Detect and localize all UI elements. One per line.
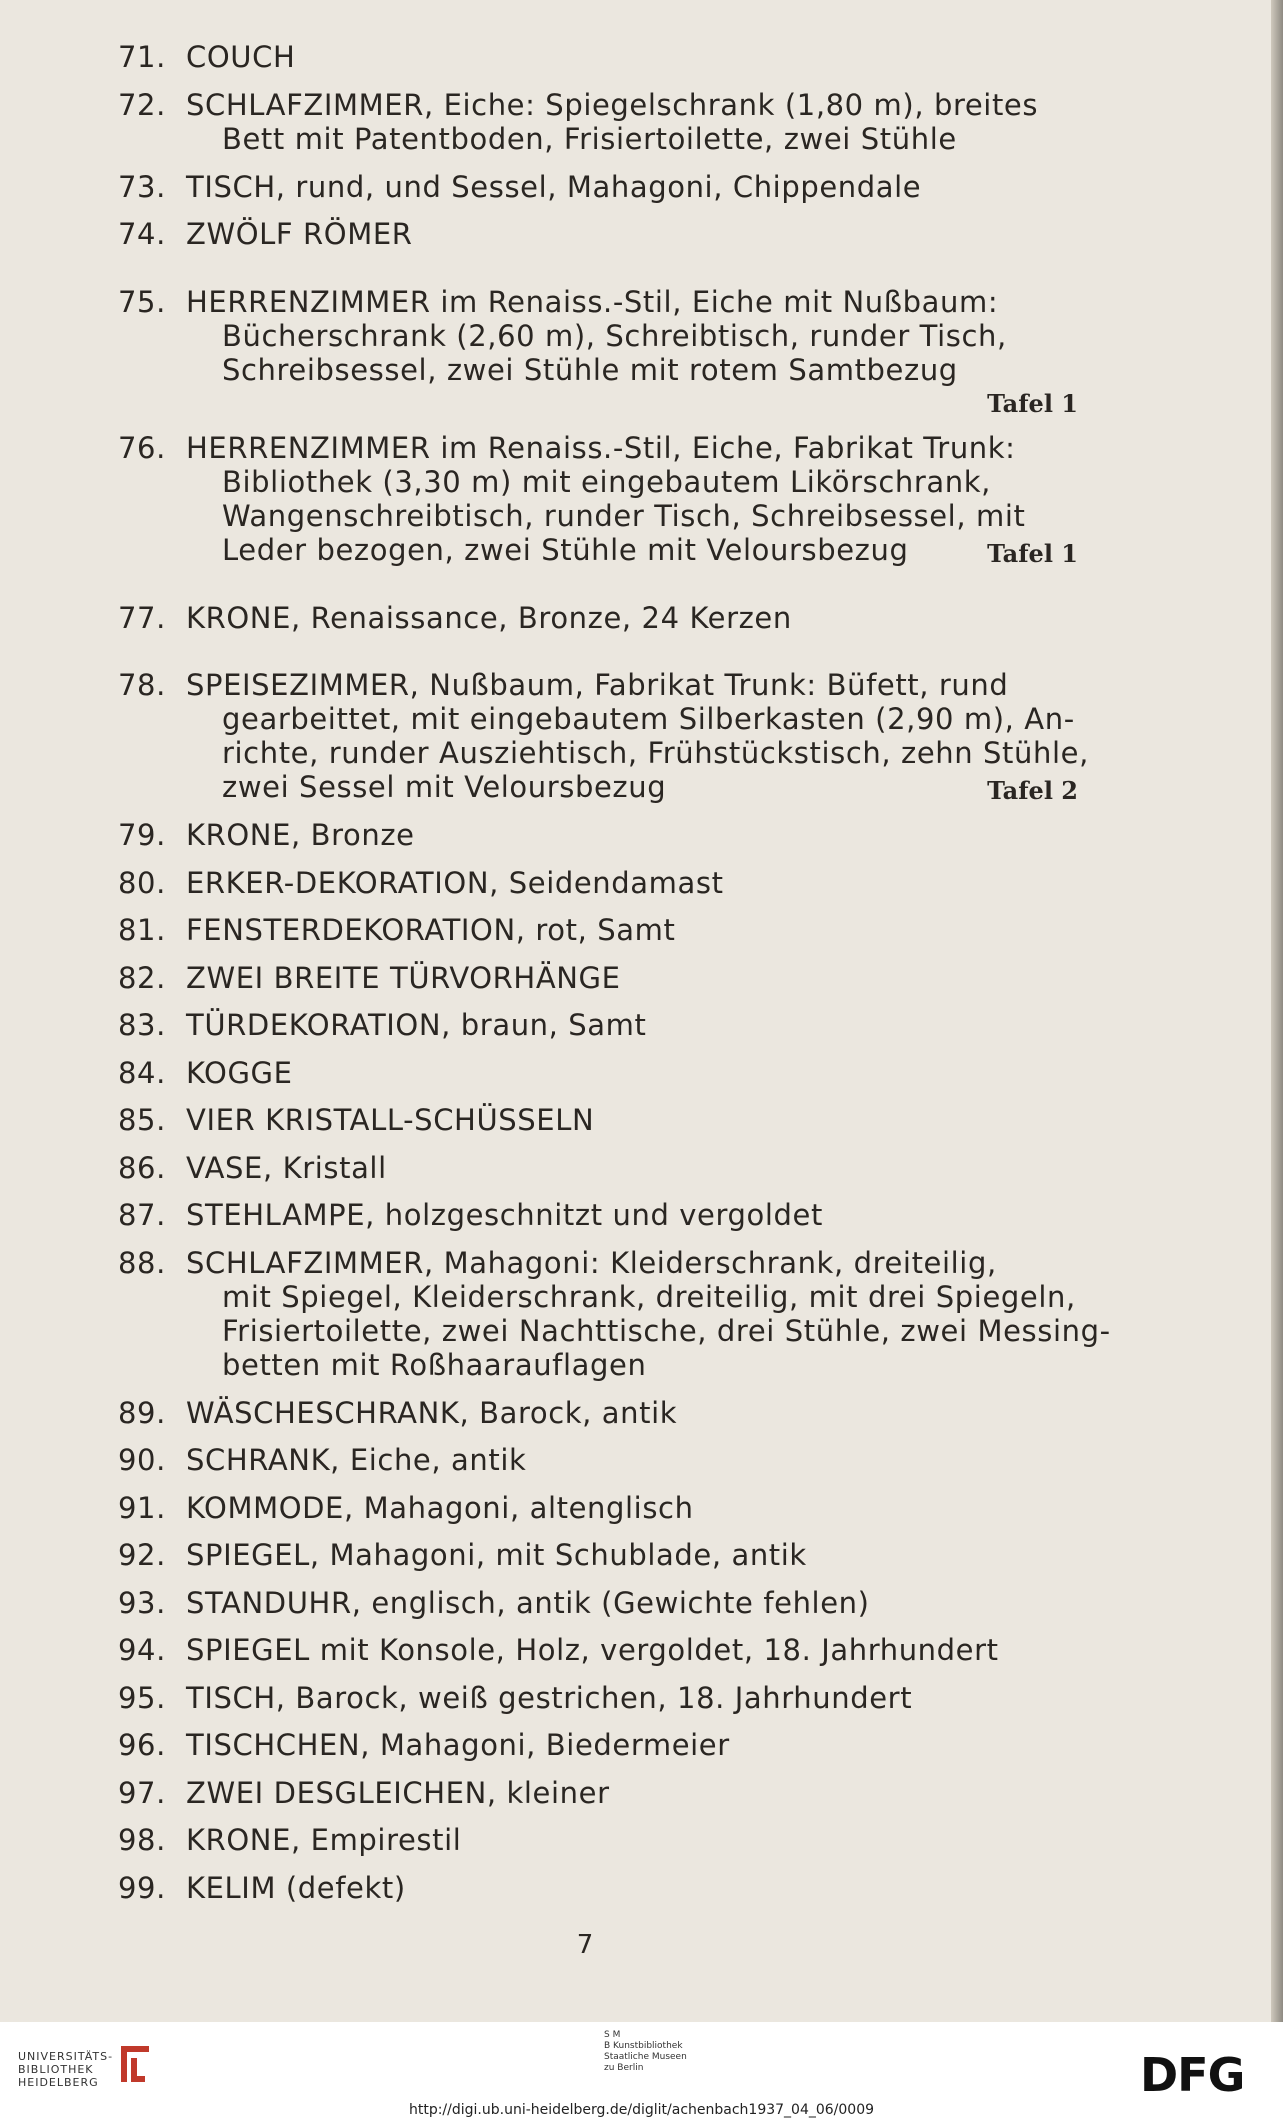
entry-text — [186, 217, 1076, 251]
viewer-footer — [0, 2022, 1283, 2118]
entry-line: TISCH, Barock, weiß gestrichen, 18. Jahrhundert — [186, 1680, 913, 1715]
page-edge-shadow — [1271, 0, 1283, 2022]
university-library-name — [18, 2050, 113, 2089]
entry-line: WÄSCHESCHRANK, Barock, antik — [186, 1395, 678, 1430]
entry-number: 74. — [118, 217, 166, 251]
entry-line: gearbeittet, mit eingebautem Silberkasten (2,90 m), An- — [222, 702, 1075, 736]
entry-line: Bett mit Patentboden, Frisiertoilette, zwei Stühle — [222, 121, 957, 156]
entry-text — [186, 431, 1076, 567]
stamp-line-1: S M — [604, 2030, 621, 2040]
entry-line: ZWÖLF RÖMER — [186, 217, 413, 251]
entry-number: 72. — [118, 87, 166, 122]
entry-number: 85. — [118, 1103, 166, 1137]
entry-number: 99. — [118, 1870, 166, 1905]
entry-text — [186, 1823, 1076, 1857]
university-line-3: HEIDELBERG — [18, 2076, 99, 2089]
entry-text — [186, 1245, 1111, 1382]
university-line-1: UNIVERSITÄTS- — [18, 2050, 114, 2063]
entry-line: HERRENZIMMER im Renaiss.-Stil, Eiche, Fabrikat Trunk: — [186, 430, 1016, 465]
entry-line: mit Spiegel, Kleiderschrank, dreiteilig, mit drei Spiegeln, — [222, 1279, 1076, 1314]
entry-number: 73. — [118, 169, 166, 204]
entry-text — [186, 1633, 1076, 1667]
entry-line: KRONE, Renaissance, Bronze, 24 Kerzen — [186, 600, 792, 635]
entry-number: 78. — [118, 668, 166, 702]
entry-text — [186, 1586, 1076, 1620]
entry-number: 86. — [118, 1150, 166, 1185]
entry-line: SPEISEZIMMER, Nußbaum, Fabrikat Trunk: Büfett, rund — [186, 668, 1009, 702]
entry-text — [186, 818, 1076, 852]
entry-number: 88. — [118, 1245, 166, 1280]
entry-line: HERRENZIMMER im Renaiss.-Stil, Eiche mit Nußbaum: — [186, 284, 999, 319]
entry-number: 89. — [118, 1395, 166, 1430]
entry-line: COUCH — [186, 40, 296, 74]
entry-number: 79. — [118, 818, 166, 852]
entry-text — [186, 1728, 1076, 1762]
entry-line: KOMMODE, Mahagoni, altenglisch — [186, 1490, 694, 1525]
entry-number: 93. — [118, 1585, 166, 1620]
entry-line: Leder bezogen, zwei Stühle mit Veloursbezug — [222, 532, 909, 567]
entry-text — [186, 1776, 1076, 1810]
entry-number: 97. — [118, 1775, 166, 1810]
entry-number: 83. — [118, 1008, 166, 1042]
entry-number: 95. — [118, 1680, 166, 1715]
entry-number: 94. — [118, 1633, 166, 1667]
entry-line: VIER KRISTALL-SCHÜSSELN — [186, 1103, 595, 1137]
entry-line: SCHLAFZIMMER, Eiche: Spiegelschrank (1,80 m), breites — [186, 87, 1039, 122]
entry-text — [186, 913, 1076, 947]
university-logo-icon — [115, 2042, 155, 2086]
permalink-url[interactable]: http://digi.ub.uni-heidelberg.de/diglit/achenbach1937_04_06/0009 — [408, 2102, 875, 2118]
entry-line: richte, runder Ausziehtisch, Frühstückstisch, zehn Stühle, — [222, 736, 1089, 770]
entry-text — [186, 1008, 1076, 1042]
entry-number: 96. — [118, 1728, 166, 1762]
entry-line: zwei Sessel mit Veloursbezug — [222, 770, 667, 804]
entry-number: 80. — [118, 865, 166, 900]
entry-text — [186, 1103, 1076, 1137]
entry-number: 90. — [118, 1443, 166, 1477]
plate-reference: Tafel 1 — [987, 388, 1078, 418]
entry-number: 77. — [118, 600, 166, 635]
entry-line: KOGGE — [186, 1055, 293, 1090]
entry-line: KRONE, Bronze — [186, 818, 415, 852]
university-line-2: BIBLIOTHEK — [18, 2063, 94, 2076]
entry-line: ERKER-DEKORATION, Seidendamast — [186, 865, 724, 900]
stamp-line-2: B Kunstbibliothek — [604, 2041, 683, 2051]
plate-reference: Tafel 2 — [987, 776, 1078, 805]
museum-stamp — [604, 2030, 687, 2074]
page-number: 7 — [576, 1930, 594, 1960]
entry-line: TISCHCHEN, Mahagoni, Biedermeier — [186, 1728, 730, 1762]
entry-text — [186, 285, 1076, 387]
entry-number: 82. — [118, 960, 166, 995]
entry-line: Bücherschrank (2,60 m), Schreibtisch, runder Tisch, — [222, 318, 1007, 353]
entry-number: 87. — [118, 1198, 166, 1232]
stamp-line-3: Staatliche Museen — [604, 2052, 687, 2062]
entry-line: betten mit Roßhaarauflagen — [222, 1347, 647, 1382]
entry-number: 76. — [118, 430, 166, 465]
entry-text — [186, 1871, 1076, 1905]
entry-line: SPIEGEL mit Konsole, Holz, vergoldet, 18. Jahrhundert — [186, 1633, 999, 1667]
entry-line: STANDUHR, englisch, antik (Gewichte fehlen) — [186, 1585, 870, 1620]
entry-text — [186, 866, 1076, 900]
entry-text — [186, 88, 1076, 156]
entry-line: SPIEGEL, Mahagoni, mit Schublade, antik — [186, 1538, 807, 1572]
dfg-logo: DFG — [1140, 2048, 1245, 2102]
entry-line: SCHLAFZIMMER, Mahagoni: Kleiderschrank, dreiteilig, — [186, 1245, 997, 1280]
entry-text — [186, 668, 1089, 804]
entry-text — [186, 961, 1076, 995]
entry-text — [186, 1681, 1076, 1715]
entry-line: KELIM (defekt) — [186, 1870, 406, 1905]
entry-line: FENSTERDEKORATION, rot, Samt — [186, 913, 676, 947]
entry-text — [186, 1538, 1076, 1572]
entry-line: TISCH, rund, und Sessel, Mahagoni, Chippendale — [186, 169, 922, 204]
entry-line: SCHRANK, Eiche, antik — [186, 1443, 527, 1477]
entry-number: 75. — [118, 284, 166, 319]
entry-line: Frisiertoilette, zwei Nachttische, drei Stühle, zwei Messing- — [222, 1313, 1111, 1348]
stamp-line-4: zu Berlin — [604, 2063, 644, 2073]
entry-line: ZWEI BREITE TÜRVORHÄNGE — [186, 960, 621, 995]
entry-line: Schreibsessel, zwei Stühle mit rotem Samtbezug — [222, 352, 958, 387]
plate-reference: Tafel 1 — [987, 538, 1078, 568]
entry-number: 84. — [118, 1055, 166, 1090]
entry-line: Bibliothek (3,30 m) mit eingebautem Likörschrank, — [222, 464, 991, 499]
entry-text — [186, 40, 1076, 74]
entry-text — [186, 601, 1076, 635]
entry-line: TÜRDEKORATION, braun, Samt — [186, 1008, 647, 1042]
entry-number: 91. — [118, 1490, 166, 1525]
entry-text — [186, 1491, 1076, 1525]
entry-number: 92. — [118, 1538, 166, 1572]
entry-text — [186, 1396, 1076, 1430]
entry-text — [186, 1056, 1076, 1090]
entry-text — [186, 1151, 1076, 1185]
entry-line: VASE, Kristall — [186, 1150, 387, 1185]
entry-number: 98. — [118, 1823, 166, 1857]
entry-text — [186, 1443, 1076, 1477]
entry-number: 71. — [118, 40, 166, 74]
entry-line: ZWEI DESGLEICHEN, kleiner — [186, 1775, 610, 1810]
entry-number: 81. — [118, 913, 166, 947]
entry-text — [186, 170, 1076, 204]
entry-line: KRONE, Empirestil — [186, 1823, 462, 1857]
entry-line: STEHLAMPE, holzgeschnitzt und vergoldet — [186, 1198, 823, 1232]
entry-text — [186, 1198, 1076, 1232]
entry-line: Wangenschreibtisch, runder Tisch, Schreibsessel, mit — [222, 498, 1026, 533]
